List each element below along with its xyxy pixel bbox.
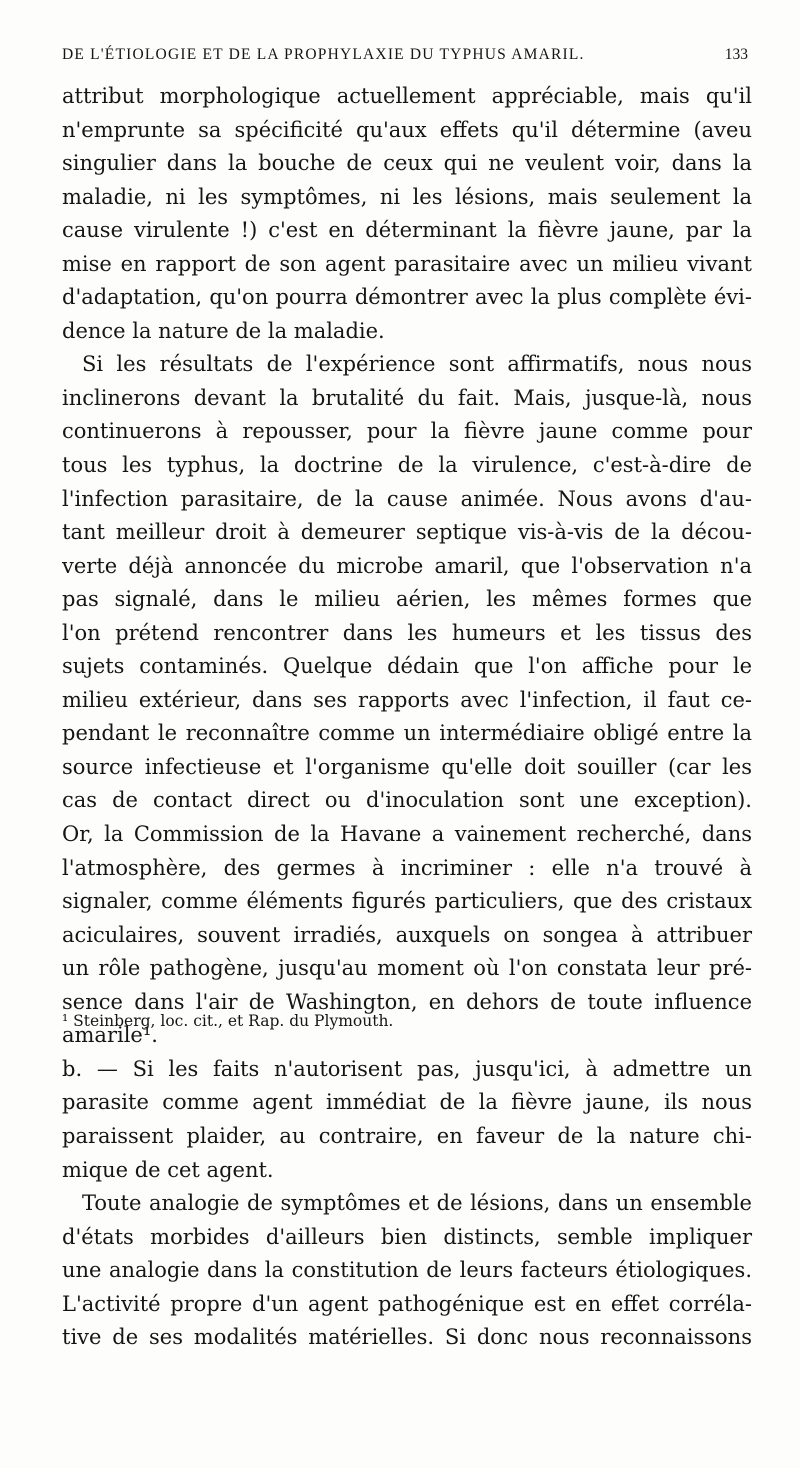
running-title: DE L'ÉTIOLOGIE ET DE LA PROPHYLAXIE DU TYPHUS AMARIL. xyxy=(62,46,585,63)
footnote: ¹ Steinberg, loc. cit., et Rap. du Plymouth. xyxy=(62,1012,394,1030)
text-line: singulier dans la bouche de ceux qui ne veulent voir, dans la xyxy=(62,151,752,176)
text-line: attribut morphologique actuellement appréciable, mais qu'il xyxy=(62,84,752,108)
text-line: un rôle pathogène, jusqu'au moment où l'on constata leur pré- xyxy=(62,956,752,981)
text-line: mique de cet agent. xyxy=(62,1157,274,1182)
text-line: L'activité propre d'un agent pathogénique est en effet corréla- xyxy=(62,1291,752,1316)
text-line: mise en rapport de son agent parasitaire avec un milieu vivant xyxy=(62,251,752,276)
text-line: cause virulente !) c'est en déterminant la fièvre jaune, par la xyxy=(62,218,752,243)
text-line: dence la nature de la maladie. xyxy=(62,318,385,343)
text-line: d'états morbides d'ailleurs bien distincts, semble impliquer xyxy=(62,1224,752,1249)
running-head xyxy=(62,46,748,64)
text-line: milieu extérieur, dans ses rapports avec l'infection, il faut ce- xyxy=(62,687,752,712)
text-line: Or, la Commission de la Havane a vainement recherché, dans xyxy=(62,822,752,847)
text-line: aciculaires, souvent irradiés, auxquels on songea à attribuer xyxy=(62,922,752,947)
text-line: une analogie dans la constitution de leurs facteurs étiologiques. xyxy=(62,1258,752,1283)
text-line: paraissent plaider, au contraire, en faveur de la nature chi- xyxy=(62,1123,752,1148)
body-text xyxy=(62,80,752,1355)
text-line: l'atmosphère, des germes à incriminer : elle n'a trouvé à xyxy=(62,855,752,880)
text-line: b. — Si les faits n'autorisent pas, jusqu'ici, à admettre un xyxy=(62,1056,752,1081)
text-line: continuerons à repousser, pour la fièvre jaune comme pour xyxy=(62,419,752,444)
text-line: tive de ses modalités matérielles. Si donc nous reconnaissons xyxy=(62,1325,752,1350)
text-line: verte déjà annoncée du microbe amaril, que l'observation n'a xyxy=(62,553,752,578)
text-line: inclinerons devant la brutalité du fait. Mais, jusque-là, nous xyxy=(62,385,752,410)
text-line: pas signalé, dans le milieu aérien, les mêmes formes que xyxy=(62,587,752,612)
text-line: amarile¹. xyxy=(62,1023,158,1048)
text-line: l'on prétend rencontrer dans les humeurs et les tissus des xyxy=(62,620,752,645)
text-line: d'adaptation, qu'on pourra démontrer avec la plus complète évi- xyxy=(62,285,752,310)
text-line: n'emprunte sa spécificité qu'aux effets qu'il détermine (aveu xyxy=(62,117,752,142)
text-line: l'infection parasitaire, de la cause animée. Nous avons d'au- xyxy=(62,486,752,511)
text-line: source infectieuse et l'organisme qu'elle doit souiller (car les xyxy=(62,754,752,779)
text-line: parasite comme agent immédiat de la fièvre jaune, ils nous xyxy=(62,1090,752,1115)
text-line: pendant le reconnaître comme un intermédiaire obligé entre la xyxy=(62,721,752,746)
text-line: tous les typhus, la doctrine de la virulence, c'est-à-dire de xyxy=(62,453,752,478)
page-number: 133 xyxy=(724,46,748,63)
text-line: sence dans l'air de Washington, en dehors de toute influence xyxy=(62,989,752,1014)
text-line: cas de contact direct ou d'inoculation sont une exception). xyxy=(62,788,752,813)
text-line: maladie, ni les symptômes, ni les lésions, mais seulement la xyxy=(62,184,752,209)
text-line: Toute analogie de symptômes et de lésions, dans un ensemble xyxy=(82,1191,752,1216)
text-line: signaler, comme éléments figurés particuliers, que des cristaux xyxy=(62,889,752,914)
text-line: tant meilleur droit à demeurer septique vis-à-vis de la décou- xyxy=(62,520,752,545)
text-line: Si les résultats de l'expérience sont affirmatifs, nous nous xyxy=(82,352,752,377)
text-line: sujets contaminés. Quelque dédain que l'on affiche pour le xyxy=(62,654,752,679)
